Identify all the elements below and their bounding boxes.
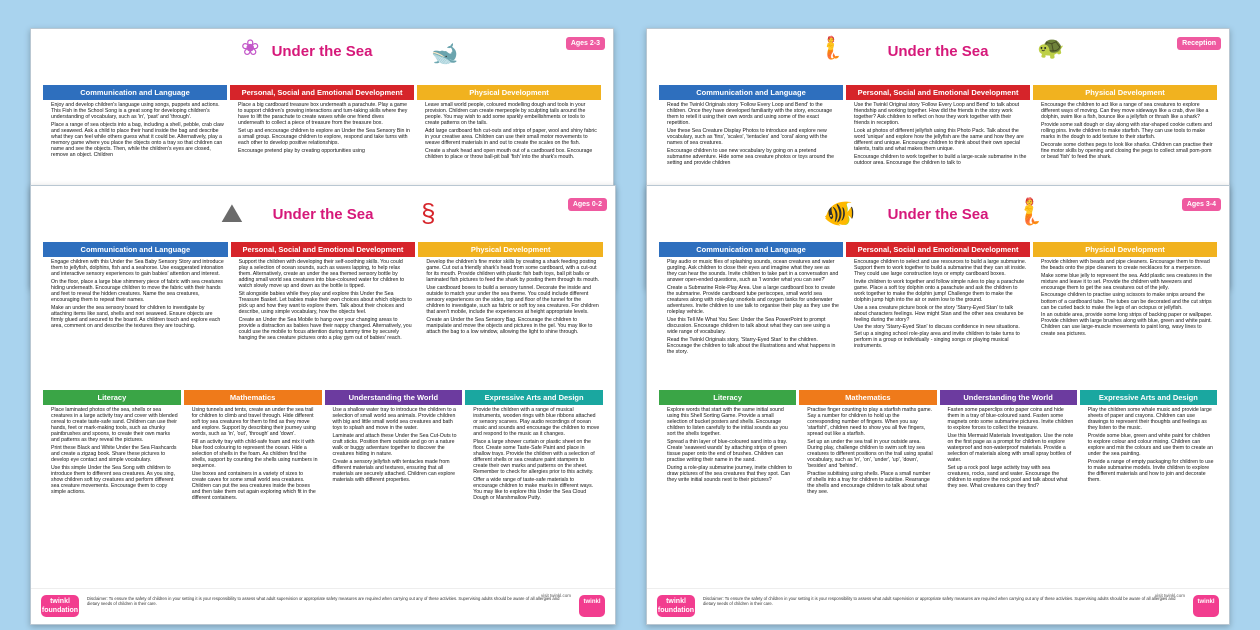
area-body [43, 257, 228, 384]
area-column [184, 390, 322, 586]
activity-item: • Provide a range of empty packaging for children to use to make submarine models. Invite children to explore the different materials and how to join and decorate them. [1088, 459, 1214, 483]
area-header: Physical Development [417, 85, 601, 100]
area-body [465, 405, 603, 586]
seahorse-icon: § [421, 198, 436, 228]
activity-item: • Provide some blue, green and white paint for children to explore colour and colour mixing. Children can explore and mix the colours and use them to create an under the sea painting. [1088, 433, 1214, 457]
area-body [1033, 257, 1217, 384]
activity-item: • Use a sea creature picture book or the story 'Starry-Eyed Stan' to talk about characters feelings. How might Stan and the other sea creatures be feeling during the story? [854, 305, 1027, 323]
area-column [659, 390, 796, 586]
mermaid-icon: 🧜 [817, 35, 845, 60]
area-header: Physical Development [418, 242, 603, 257]
sheet-footer [647, 588, 1229, 624]
mermaid-icon: 🧜 [1013, 196, 1046, 226]
area-header: Physical Development [1033, 85, 1217, 100]
activity-item: • Create a shark head and open mouth out of a cardboard box. Encourage children to place or throw ball-pit ball 'fish' into the shark's mouth. [425, 148, 598, 160]
sheet-title: Under the Sea [271, 43, 373, 60]
activity-item: • Use a shallow water tray to introduce the children to a selection of small world sea animals. Provide children with big and little small world sea creatures and bath toys to splash and move in the water. [333, 407, 460, 431]
activity-item: • Encourage children to use new vocabulary by going on a pretend submarine adventure. Hide some sea creature photos or toys around the setting and provide children [667, 148, 840, 166]
activity-item: • Place a range of sea objects into a bag, including a shell, pebble, crab claw and seaweed. Ask a child to place their hand inside the bag and describe what they can feel while others guess what it could be. Alternatively, play a memory game where you place the objects onto a tray so that children can name and see the objects. Then, while the children's eyes are closed, remove an object. Children [51, 122, 224, 159]
activity-item: • Laminate and attach these Under the Sea Cut-Outs to craft sticks. Position them outside and go on a nature walk or buggy adventure together to discover the creatures hiding in nature. [333, 433, 460, 457]
activity-item: • Encourage children to practise using scissors to make snips around the bottom of a cardboard tube. The tubes can be decorated and the cut strips can be curled back to make the legs of an octopus or jellyfish. [1041, 292, 1214, 310]
activity-item: • Place a big cardboard treasure box underneath a parachute. Play a game to support children's growing interactions and turn-taking skills where they have to lift the parachute to create waves while one friend dives underneath to collect a piece of treasure from the treasure box. [238, 102, 411, 126]
activity-item: • Use the story 'Starry-Eyed Stan' to discuss confidence in new situations. Set up a singing school role-play area and invite children to take turns to perform in a group or individually - singing songs or playing musical instruments. [854, 324, 1027, 348]
area-body [659, 405, 796, 586]
twinkl-badge: twinkl [1193, 595, 1219, 617]
activity-item: • Place laminated photos of the sea, shells or sea creatures in a large activity tray and cover with blended cereal to create taste-safe sand. Children can use their hands, feet or mark-making tools, such as chunky paintbrushes and spoons, to create their own marks and patterns as they reveal the pictures. [51, 407, 178, 444]
activity-item: • Fill an activity tray with child-safe foam and mix it with blue food colouring to represent the ocean. Hide a selection of shells in the foam. As children find the shells, support by counting the shells using numbers in sequence. [192, 439, 319, 469]
area-column [43, 242, 228, 384]
area-grid-bottom [43, 390, 603, 586]
activity-item: • Spread a thin layer of blue-coloured sand into a tray. Create 'seaweed wands' by attaching strips of green tissue paper onto the end of brushes. Children can practise writing their name in the sand. [667, 439, 793, 463]
area-header: Physical Development [1033, 242, 1217, 257]
activity-item: • Add large cardboard fish cut-outs and strips of paper, wool and shiny fabric in your creative area. Children can use their small motor movements to weave different materials in and out to create the scales on the fish. [425, 128, 598, 146]
area-column [940, 390, 1077, 586]
activity-item: • Provide some salt dough or clay along with star-shaped cookie cutters and rolling pins. Invite children to make starfish. They can use tools to make marks in the dough to add texture to their starfish. [1041, 122, 1214, 140]
activity-item: • Create an Under the Sea Mobile to hang over your changing areas to provide a distraction as babies have their nappy changed. Alternatively, you could use the mobile to focus attention during tummy time by securely hanging the sea creature pictures onto a play gym out of babies' reach. [239, 317, 413, 341]
jellyfish-icon: ❀ [241, 35, 260, 60]
visit-link[interactable]: visit twinkl.com [1154, 593, 1185, 598]
area-header: Mathematics [799, 390, 936, 405]
activity-item: • Fasten some paperclips onto paper coins and hide them in a tray of blue-coloured sand. Fasten some magnets onto some submarine pictures. Invite children to explore forces to collect the treasure. [948, 407, 1074, 431]
area-header: Understanding the World [325, 390, 463, 405]
activity-item: • Encourage pretend play by creating opportunities using [238, 148, 411, 154]
activity-item: • Decorate some clothes pegs to look like sharks. Children can practise their fine motor skills by opening and closing the pegs to collect small pom-pom or bead 'fish' to feed the shark. [1041, 142, 1214, 160]
activity-item: • Provide the children with a range of musical instruments, wooden rings with blue ribbons attached or sensory scarves. Play audio recordings of ocean music and sounds and encourage the children to move and respond to the music as it changes. [473, 407, 600, 437]
activity-item: • Practise subitising using shells. Place a small number of shells into a tray for children to subitise. Rearrange the shells and encourage children to talk about what they see. [807, 471, 933, 495]
sheet-header [647, 186, 1229, 240]
area-header: Personal, Social and Emotional Development [846, 85, 1030, 100]
area-column [799, 390, 936, 586]
area-column [418, 242, 603, 384]
twinkl-logo: twinkl foundation [41, 595, 79, 617]
disclaimer: Disclaimer: To ensure the safety of children in your setting it is your responsibility to assess what adult supervision or appropriate safety measures are required when carrying out any of these activities. Supervising adults should be aware of all allergies and dietary needs of children in their care. [87, 596, 560, 607]
rock-seaweed-icon: ⛰ [221, 198, 243, 228]
whale-icon: 🐋 [431, 41, 459, 66]
area-body [1080, 405, 1217, 586]
activity-item: • Develop the children's fine motor skills by creating a shark feeding posting game. Cut out a friendly shark's head from some cardboard, with a cut-out for its mouth. Provide children with plastic fish bath toys, ball pit balls or laminated fish pictures to feed the shark by posting them through its mouth. [426, 259, 600, 283]
activity-item: • Create a Submarine Role-Play Area. Use a large cardboard box to create the submarine. Provide cardboard tube periscopes, small world sea creatures along with role-play snorkels and oxygen tanks for underwater adventures. Invite children to use talk to organise their play as they use the roleplay vehicle. [667, 285, 840, 315]
sheet-title: Under the Sea [887, 206, 989, 223]
activity-item: • Leave small world people, coloured modelling dough and tools in your provision. Children can create merpeople by sculpting tails around the people. You may wish to add some sparkly embellishments or tools to create patterns on the tails. [425, 102, 598, 126]
activity-item: • Use boxes and containers in a variety of sizes to create caves for some small world sea creatures. Children can put the sea creatures inside the boxes and then take them out again exploring which fit in the different containers. [192, 471, 319, 501]
activity-item: • Use cardboard boxes to build a sensory tunnel. Decorate the inside and outside to match your under the sea theme. You could include different sensory experiences on the sides, top and floor of the tunnel for the children to investigate, such as fabric or soft toy sea creatures. For children that aren't mobile, include the experiences at height appropriate levels. [426, 285, 600, 315]
sheet-title: Under the Sea [887, 43, 989, 60]
activity-item: • Offer a wide range of taste-safe materials to encourage children to make marks in different ways. You may like to explore this Under the Sea Cloud Dough or Marshmallow Putty. [473, 477, 600, 501]
activity-item: • Read the Twinkl Originals story 'Follow Every Loop and Bend' to the children. Once they have developed familiarity with the story, encourage them to retell it using their own words and using some of the exact repetition. [667, 102, 840, 126]
activity-item: • Print these Black and White Under the Sea Flashcards and create a zigzag book. Share these pictures to develop eye contact and simple vocabulary. [51, 445, 178, 463]
age-badge: Ages 2-3 [566, 37, 605, 50]
area-header: Mathematics [184, 390, 322, 405]
visit-link[interactable]: visit twinkl.com [540, 593, 571, 598]
activity-item: • Look at photos of different jellyfish using this Photo Pack. Talk about the word 'unique' and explore how the jellyfish are the same and how they are different and unique. Encourage children to think about their own special talents, traits and what makes them unique. [854, 128, 1027, 152]
area-body [43, 405, 181, 586]
sheet-ages-3-4 [646, 185, 1230, 625]
area-body [799, 405, 936, 586]
activity-item: • Use this simple Under the Sea Song with children to introduce them to different sea creatures. As you sing, show children soft toy creatures and perform different sea creature movements. Encourage them to copy simple actions. [51, 465, 178, 495]
area-column [231, 242, 416, 384]
activity-item: • Create a sensory jellyfish with tentacles made from different materials and textures, ensuring that all materials are securely attached. Children can explore materials with different properties. [333, 459, 460, 483]
activity-item: • Using tunnels and tents, create an under the sea trail for children to climb and travel through. Hide different soft toy sea creatures for them to find as they move and explore. Support by describing their journey using words, such as 'in', 'out', 'through' and 'down'. [192, 407, 319, 437]
area-header: Communication and Language [43, 242, 228, 257]
area-header: Communication and Language [659, 85, 843, 100]
activity-item: • In an outside area, provide some long strips of backing paper or wallpaper. Provide children with large brushes along with blue, green and white paint. Children can use large-muscle movements to paint long, wavy lines to create sea pictures. [1041, 312, 1214, 336]
area-header: Personal, Social and Emotional Development [230, 85, 414, 100]
area-header: Expressive Arts and Design [465, 390, 603, 405]
activity-item: • Encourage children to select and use resources to build a large submarine. Support them to work together to build a submarine that they can sit inside. They could use large construction toys or empty cardboard boxes. [854, 259, 1027, 277]
area-header: Personal, Social and Emotional Development [231, 242, 416, 257]
area-grid-bottom [659, 390, 1217, 586]
area-body [418, 257, 603, 384]
area-header: Understanding the World [940, 390, 1077, 405]
age-badge: Reception [1177, 37, 1221, 50]
area-column [43, 390, 181, 586]
area-body [231, 257, 416, 384]
activity-item: • Encourage children to work together to build a large-scale submarine in the outdoor area. Encourage the children to talk to [854, 154, 1027, 166]
activity-item: • Make an under the sea sensory board for children to investigate by attaching items like sand, shells and nori seaweed. Ensure objects are firmly glued and secured to the board. As children touch and explore each area, comment on and describe the textures they are touching. [51, 305, 225, 329]
area-body [940, 405, 1077, 586]
activity-item: • Use these Sea Creature Display Photos to introduce and explore new vocabulary, such as 'fins', 'scales', 'tentacles' and 'coral' along with the names of sea creatures. [667, 128, 840, 146]
area-header: Literacy [43, 390, 181, 405]
activity-item: • Make some blue jelly to represent the sea. Add plastic sea creatures in the mixture and leave it to set. Provide the children with tweezers and encourage them to get the sea creatures out of the jelly. [1041, 273, 1214, 291]
sheet-footer [31, 588, 615, 624]
area-column [325, 390, 463, 586]
activity-item: • Support the children with developing their self-soothing skills. You could play a selection of ocean sounds, such as waves lapping, to help relax them. Alternatively, create an under the sea themed sensory bottle by adding small world sea creatures into blue-coloured water for children to watch slowly move up and down as the bottle is tipped. [239, 259, 413, 289]
area-header: Expressive Arts and Design [1080, 390, 1217, 405]
area-body [325, 405, 463, 586]
area-grid-top [659, 242, 1217, 384]
activity-item: • Place a large shower curtain or plastic sheet on the floor. Create some Taste-Safe Paint and place in shallow trays. Provide the children with a selection of different shells or sea creature paint stampers to create their own marks and patterns on the sheet. Remember to check for allergies prior to this activity. [473, 439, 600, 476]
activity-item: • Enjoy and develop children's language using songs, puppets and actions. This Fish in the School Song is a great song for developing children's understanding of vocabulary, such as 'in', 'past' and 'through'. [51, 102, 224, 120]
sheet-header [647, 29, 1229, 67]
area-header: Communication and Language [43, 85, 227, 100]
twinkl-badge: twinkl [579, 595, 605, 617]
activity-item: • Play audio or music files of splashing sounds, ocean creatures and water gurgling. Ask children to close their eyes and imagine what they see as they can hear the sounds. Invite children to take part in a conversation and answer open-ended questions, such as 'I wonder what you can see?' [667, 259, 840, 283]
activity-item: • Sit alongside babies while they play and explore this Under the Sea Treasure Basket. Let babies make their own choices about which objects to pick up and how they want to explore them. Talk about their choices and describe, using simple vocabulary, how the objects feel. [239, 291, 413, 315]
area-header: Communication and Language [659, 242, 843, 257]
turtle-icon: 🐢 [1037, 35, 1065, 60]
activity-item: • Provide children with beads and pipe cleaners. Encourage them to thread the beads onto the pipe cleaners to create necklaces for a merperson. [1041, 259, 1214, 271]
activity-item: • On the floor, place a large blue shimmery piece of fabric with sea creatures hiding underneath. Encourage children to move the fabric with their hands and feet to reveal the hidden creatures. Name the sea creatures, encouraging them to repeat their names. [51, 279, 225, 303]
activity-item: • Encourage the children to act like a range of sea creatures to explore different ways of moving. Can they move sideways like a crab, dive like a dolphin, swim like a fish, bounce like a jellyfish or thrash like a shark? [1041, 102, 1214, 120]
area-header: Personal, Social and Emotional Development [846, 242, 1030, 257]
area-column [659, 242, 843, 384]
area-column [1033, 242, 1217, 384]
area-body [846, 257, 1030, 384]
activity-item: • During a role-play submarine journey, invite children to draw pictures of the sea creatures that they spot. Can they write initial sounds next to their pictures? [667, 465, 793, 483]
age-badge: Ages 0-2 [568, 198, 607, 211]
area-column [465, 390, 603, 586]
fish-icon: 🐠 [823, 198, 856, 228]
activity-item: • Read the Twinkl Originals story, 'Starry-Eyed Stan' to the children. Encourage the children to talk about the illustrations and what happens in the story. [667, 337, 840, 355]
area-grid-top [43, 242, 603, 384]
area-body [184, 405, 322, 586]
activity-item: • Set up and encourage children to explore an Under the Sea Sensory Bin in a small group. Encourage children to explore, respond and take turns with each other to develop positive relationships. [238, 128, 411, 146]
disclaimer: Disclaimer: To ensure the safety of children in your setting it is your responsibility to assess what adult supervision or appropriate safety measures are required when carrying out any of these activities. Supervising adults should be aware of all allergies and dietary needs of children in their care. [703, 596, 1176, 607]
activity-item: • Play the children some whale music and provide large sheets of paper and crayons. Children can use drawings to represent their thoughts and feelings as they listen to the music. [1088, 407, 1214, 431]
sheet-header [31, 186, 615, 240]
activity-item: • Use the Twinkl Original story 'Follow Every Loop and Bend' to talk about friendship and working together. How did the friends in the story work together? Ask children to reflect on how they work together with their friends in reception. [854, 102, 1027, 126]
sheet-title: Under the Sea [272, 206, 374, 223]
area-header: Literacy [659, 390, 796, 405]
activity-item: • Explore words that start with the same initial sound using this Shell Sorting Game. Provide a small selection of bucket posters and shells. Encourage children to listen carefully to the initial sounds as you sort the shells together. [667, 407, 793, 437]
activity-item: • Invite children to work together and follow simple rules to play a parachute game. Place a soft toy dolphin onto a parachute and ask the children to work together to make the dolphin jump! Challenge them to make the dolphin jump high into the air or swim low to the ground. [854, 279, 1027, 303]
activity-item: • Practise finger counting to play a starfish maths game. Say a number for children to hold up the corresponding number of fingers. When you say 'starfish!', children need to show you all five fingers, spread out like a starfish. [807, 407, 933, 437]
activity-item: • Set up a rock pool large activity tray with sea creatures, rocks, sand and water. Encourage the children to explore the rock pool and talk about what they see. What creatures can they find? [948, 465, 1074, 489]
activity-item: • Engage children with this Under the Sea Baby Sensory Story and introduce them to jellyfish, dolphins, fish and a seahorse. Use exaggerated intonation and interactive sensory experiences to gain babies' attention and interest. [51, 259, 225, 277]
activity-item: • Create an Under the Sea Sensory Bag. Encourage the children to manipulate and move the objects and pictures in the gel. You may like to attach the bag to a low window, allowing the light to shine through. [426, 317, 600, 335]
activity-item: • Set up an under the sea trail in your outside area. During play, challenge children to swim soft toy sea creatures to different positions on the trail using spatial vocabulary, such as 'in', 'on', 'under', 'up', 'down', 'besides' and 'behind'. [807, 439, 933, 469]
sheet-header [31, 29, 613, 67]
sheet-ages-0-2 [30, 185, 616, 625]
area-body [659, 257, 843, 384]
activity-item: • Use this Tell Me What You See: Under the Sea PowerPoint to prompt discussion. Encourage children to talk about what they can see using a wide range of vocabulary. [667, 317, 840, 335]
area-column [846, 242, 1030, 384]
twinkl-logo: twinkl foundation [657, 595, 695, 617]
age-badge: Ages 3-4 [1182, 198, 1221, 211]
activity-item: • Use this Mermaid Materials Investigation. Use the note on the first page as a prompt for children to explore waterproof and non-waterproof materials. Provide a selection of materials along with small spray bottles of water. [948, 433, 1074, 463]
area-column [1080, 390, 1217, 586]
